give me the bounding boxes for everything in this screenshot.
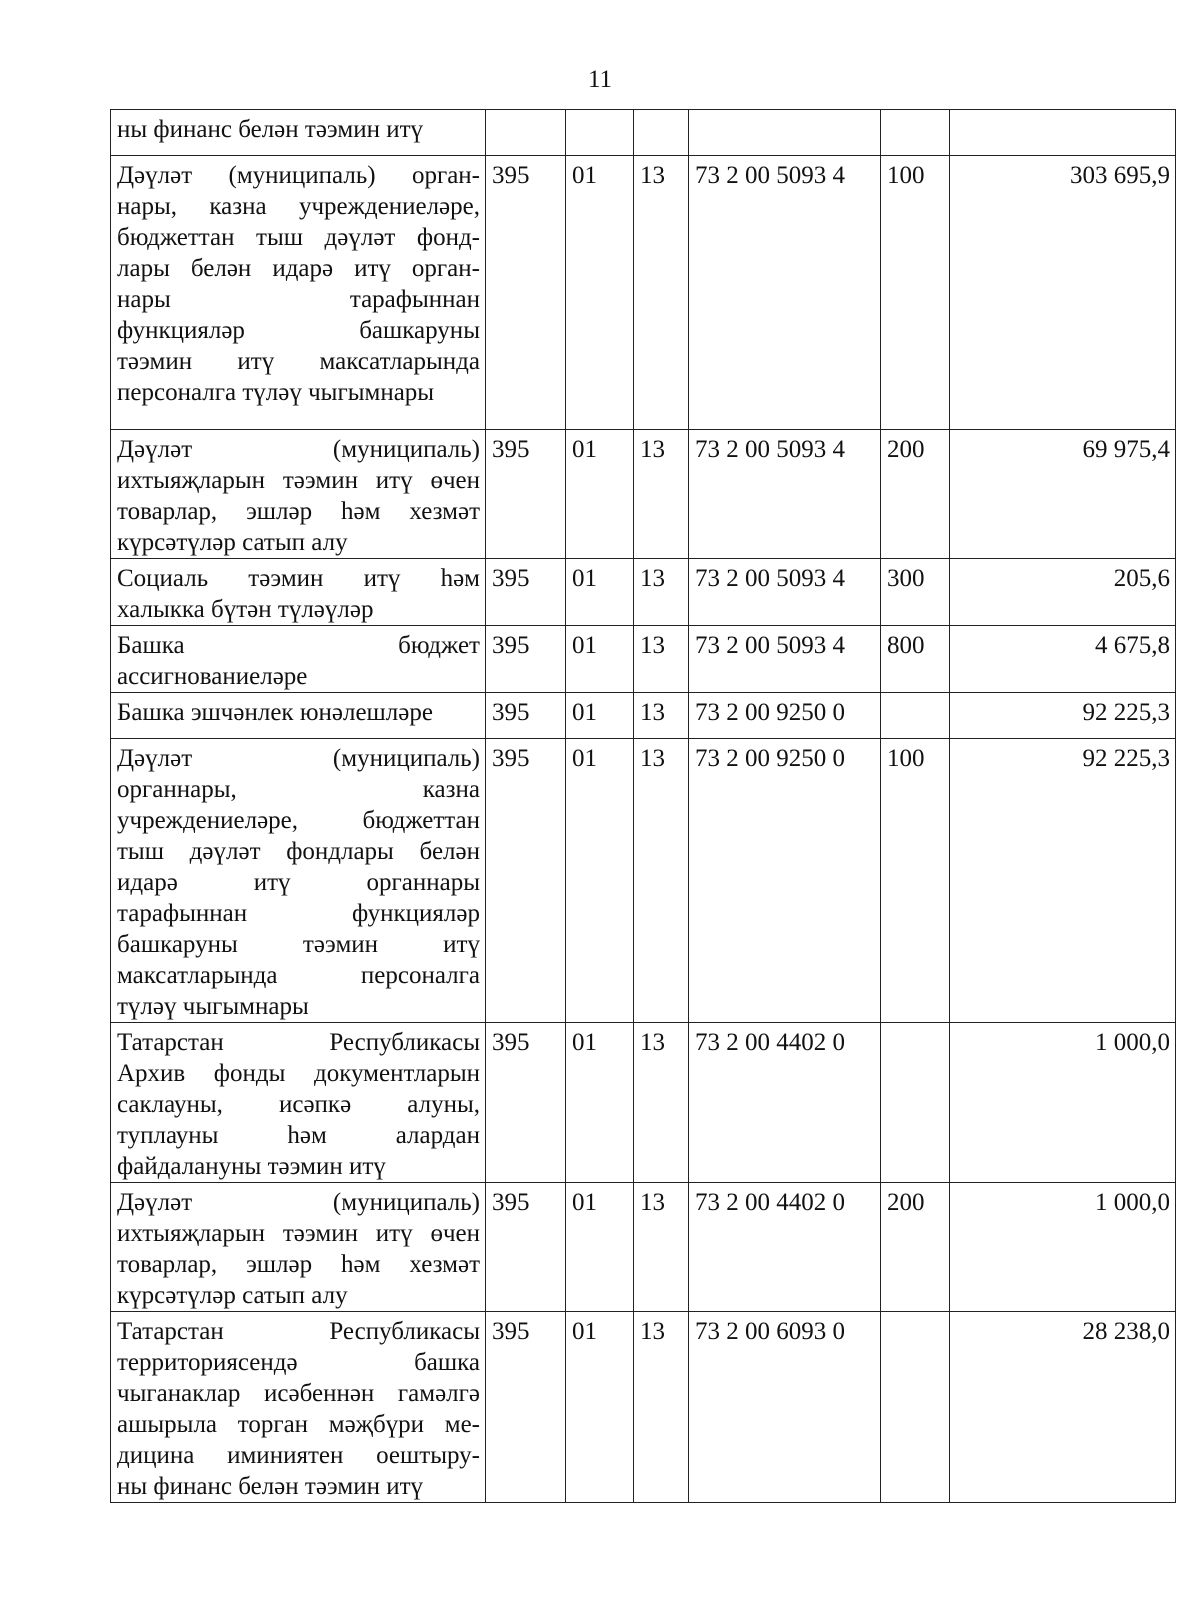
table-row <box>111 559 1176 626</box>
cell-description <box>111 156 486 430</box>
description-line: ны финанс белән тәэмин итү <box>117 1473 424 1500</box>
cell-description <box>111 1183 486 1312</box>
cell-pr: 13 <box>634 693 689 739</box>
cell-rz: 01 <box>566 430 634 559</box>
table-row <box>111 739 1176 1023</box>
description-line: Социаль тәэмин итү һәм <box>117 565 480 592</box>
description-line: Башка эшчәнлек юнәлешләре <box>117 699 433 726</box>
description-line: лары белән идарә итү орган- <box>117 255 480 282</box>
cell-pr: 13 <box>634 626 689 693</box>
description-line: ассигнованиеләре <box>117 663 308 690</box>
cell-ved: 395 <box>486 156 566 430</box>
table-row <box>111 1312 1176 1503</box>
cell-rz: 01 <box>566 693 634 739</box>
cell-description <box>111 430 486 559</box>
cell-description <box>111 1023 486 1183</box>
cell-ved: 395 <box>486 626 566 693</box>
cell-description <box>111 693 486 739</box>
table-row <box>111 1183 1176 1312</box>
cell-amount: 1 000,0 <box>950 1023 1176 1183</box>
cell-amount: 69 975,4 <box>950 430 1176 559</box>
description-line: максатларында персоналга <box>117 962 480 989</box>
table-row <box>111 693 1176 739</box>
description-line: чыганаклар исәбеннән гамәлгә <box>117 1380 480 1407</box>
cell-amount: 92 225,3 <box>950 739 1176 1023</box>
description-line: бюджеттан тыш дәүләт фонд- <box>117 224 480 251</box>
description-line: күрсәтүләр сатып алу <box>117 1282 348 1309</box>
description-line: товарлар, эшләр һәм хезмәт <box>117 1251 480 1278</box>
cell-amount: 28 238,0 <box>950 1312 1176 1503</box>
cell-amount: 4 675,8 <box>950 626 1176 693</box>
cell-ved: 395 <box>486 1312 566 1503</box>
description-line: органнары, казна <box>117 776 480 803</box>
cell-pr: 13 <box>634 559 689 626</box>
description-line: саклауны, исәпкә алуны, <box>117 1091 480 1118</box>
cell-vr <box>881 1312 950 1503</box>
description-line: территориясендә башка <box>117 1349 480 1376</box>
description-line: дицина иминиятен оештыру- <box>117 1442 480 1469</box>
cell-ved: 395 <box>486 693 566 739</box>
description-line: нары, казна учреждениеләре, <box>117 193 480 220</box>
cell-csr: 73 2 00 4402 0 <box>689 1183 881 1312</box>
cell-csr: 73 2 00 9250 0 <box>689 693 881 739</box>
description-line: Дәүләт (муниципаль) орган- <box>117 162 480 189</box>
cell-rz: 01 <box>566 1183 634 1312</box>
cell-vr: 100 <box>881 739 950 1023</box>
page-number: 11 <box>587 66 613 93</box>
cell-rz: 01 <box>566 559 634 626</box>
description-line: тәэмин итү максатларында <box>117 348 480 375</box>
cell-description <box>111 1312 486 1503</box>
description-line: Архив фонды документларын <box>117 1060 480 1087</box>
description-line: тыш дәүләт фондлары белән <box>117 838 480 865</box>
description-line: башкаруны тәэмин итү <box>117 931 480 958</box>
cell-pr: 13 <box>634 739 689 1023</box>
description-line: файдалануны тәэмин итү <box>117 1153 386 1180</box>
cell-amount: 205,6 <box>950 559 1176 626</box>
cell-amount: 1 000,0 <box>950 1183 1176 1312</box>
description-line: Дәүләт (муниципаль) <box>117 1189 480 1216</box>
cell-csr <box>689 110 881 156</box>
description-line: күрсәтүләр сатып алу <box>117 529 348 556</box>
cell-pr: 13 <box>634 1183 689 1312</box>
cell-vr: 800 <box>881 626 950 693</box>
cell-ved: 395 <box>486 1183 566 1312</box>
table-row <box>111 110 1176 156</box>
cell-pr: 13 <box>634 1023 689 1183</box>
table-row <box>111 1023 1176 1183</box>
cell-vr: 100 <box>881 156 950 430</box>
cell-pr: 13 <box>634 1312 689 1503</box>
description-line: ны финанс белән тәэмин итү <box>117 116 424 143</box>
cell-ved <box>486 110 566 156</box>
table-row <box>111 430 1176 559</box>
cell-amount: 303 695,9 <box>950 156 1176 430</box>
cell-description <box>111 739 486 1023</box>
cell-ved: 395 <box>486 1023 566 1183</box>
cell-description <box>111 559 486 626</box>
description-line: идарә итү органнары <box>117 869 480 896</box>
cell-pr: 13 <box>634 156 689 430</box>
cell-rz: 01 <box>566 739 634 1023</box>
cell-vr: 200 <box>881 1183 950 1312</box>
cell-csr: 73 2 00 4402 0 <box>689 1023 881 1183</box>
cell-vr: 200 <box>881 430 950 559</box>
description-line: ихтыяҗларын тәэмин итү өчен <box>117 467 480 494</box>
description-line: Дәүләт (муниципаль) <box>117 745 480 772</box>
cell-vr <box>881 693 950 739</box>
cell-rz: 01 <box>566 626 634 693</box>
cell-csr: 73 2 00 5093 4 <box>689 156 881 430</box>
cell-ved: 395 <box>486 430 566 559</box>
description-line: Татарстан Республикасы <box>117 1029 480 1056</box>
table-row <box>111 626 1176 693</box>
description-line: Дәүләт (муниципаль) <box>117 436 480 463</box>
description-line: функцияләр башкаруны <box>117 317 480 344</box>
cell-rz: 01 <box>566 1023 634 1183</box>
description-line: Татарстан Республикасы <box>117 1318 480 1345</box>
cell-rz <box>566 110 634 156</box>
description-line: ашырыла торган мәҗбүри ме- <box>117 1411 480 1438</box>
cell-pr <box>634 110 689 156</box>
cell-description <box>111 626 486 693</box>
cell-amount <box>950 110 1176 156</box>
description-line: персоналга түләү чыгымнары <box>117 379 435 406</box>
description-line: товарлар, эшләр һәм хезмәт <box>117 498 480 525</box>
budget-table <box>110 109 1176 1503</box>
cell-pr: 13 <box>634 430 689 559</box>
description-line: учреждениеләре, бюджеттан <box>117 807 480 834</box>
cell-ved: 395 <box>486 559 566 626</box>
description-line: туплауны һәм алардан <box>117 1122 480 1149</box>
description-line: Башка бюджет <box>117 632 480 659</box>
table-row <box>111 156 1176 430</box>
description-line: халыкка бүтән түләүләр <box>117 596 374 623</box>
cell-csr: 73 2 00 5093 4 <box>689 430 881 559</box>
cell-csr: 73 2 00 9250 0 <box>689 739 881 1023</box>
cell-ved: 395 <box>486 739 566 1023</box>
description-line: ихтыяҗларын тәэмин итү өчен <box>117 1220 480 1247</box>
cell-csr: 73 2 00 5093 4 <box>689 559 881 626</box>
description-line: нары тарафыннан <box>117 286 480 313</box>
cell-csr: 73 2 00 6093 0 <box>689 1312 881 1503</box>
cell-vr <box>881 1023 950 1183</box>
cell-amount: 92 225,3 <box>950 693 1176 739</box>
description-line: түләү чыгымнары <box>117 993 309 1020</box>
cell-description <box>111 110 486 156</box>
description-line: тарафыннан функцияләр <box>117 900 480 927</box>
cell-vr <box>881 110 950 156</box>
cell-rz: 01 <box>566 1312 634 1503</box>
cell-vr: 300 <box>881 559 950 626</box>
cell-csr: 73 2 00 5093 4 <box>689 626 881 693</box>
cell-rz: 01 <box>566 156 634 430</box>
